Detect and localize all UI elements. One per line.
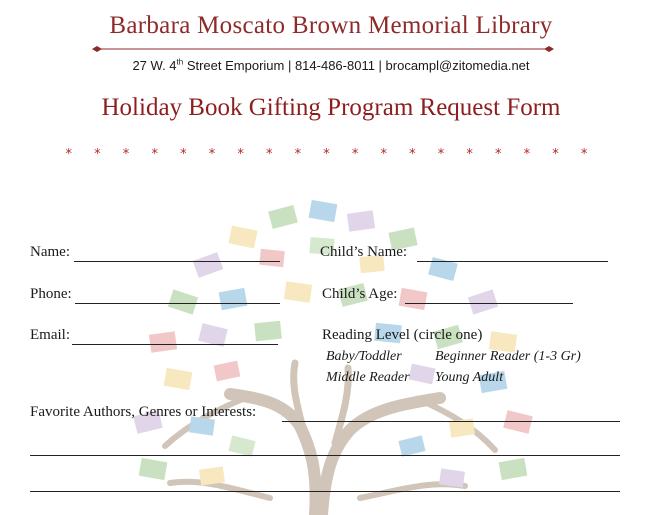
reading-level-label: Reading Level (circle one) <box>322 327 483 343</box>
child-age-label: Child’s Age: <box>322 286 398 302</box>
reading-level-baby-toddler[interactable]: Baby/Toddler <box>326 349 402 364</box>
name-field[interactable] <box>74 261 280 262</box>
favorites-field-line-3[interactable] <box>30 491 620 492</box>
child-name-field[interactable] <box>417 261 608 262</box>
email-field[interactable] <box>72 344 278 345</box>
library-name: Barbara Moscato Brown Memorial Library <box>109 12 553 39</box>
reading-level-young-adult[interactable]: Young Adult <box>435 370 504 385</box>
name-label: Name: <box>30 244 70 260</box>
address-ordinal: th <box>176 57 184 67</box>
phone-field[interactable] <box>75 303 280 304</box>
library-contact-info <box>0 58 662 73</box>
child-age-field[interactable] <box>405 303 573 304</box>
child-name-label: Child’s Name: <box>320 244 408 260</box>
reading-level-beginner-reader[interactable]: Beginner Reader (1-3 Gr) <box>435 349 581 364</box>
favorites-field-line-2[interactable] <box>30 455 620 456</box>
reading-level-middle-reader[interactable]: Middle Reader <box>326 370 410 385</box>
email-label: Email: <box>30 327 70 343</box>
form-title: Holiday Book Gifting Program Request Form <box>101 94 561 121</box>
address-suffix: Street Emporium | 814-486-8011 | brocampl@zitomedia.net <box>183 58 530 73</box>
star-divider: * * * * * * * * * * * * * * * * * * * <box>65 147 597 162</box>
favorites-field-line-1[interactable] <box>282 421 620 422</box>
title-underline-ornament <box>92 44 554 54</box>
address-prefix: 27 W. 4 <box>132 58 177 73</box>
favorites-label: Favorite Authors, Genres or Interests: <box>30 404 257 420</box>
phone-label: Phone: <box>30 286 72 302</box>
